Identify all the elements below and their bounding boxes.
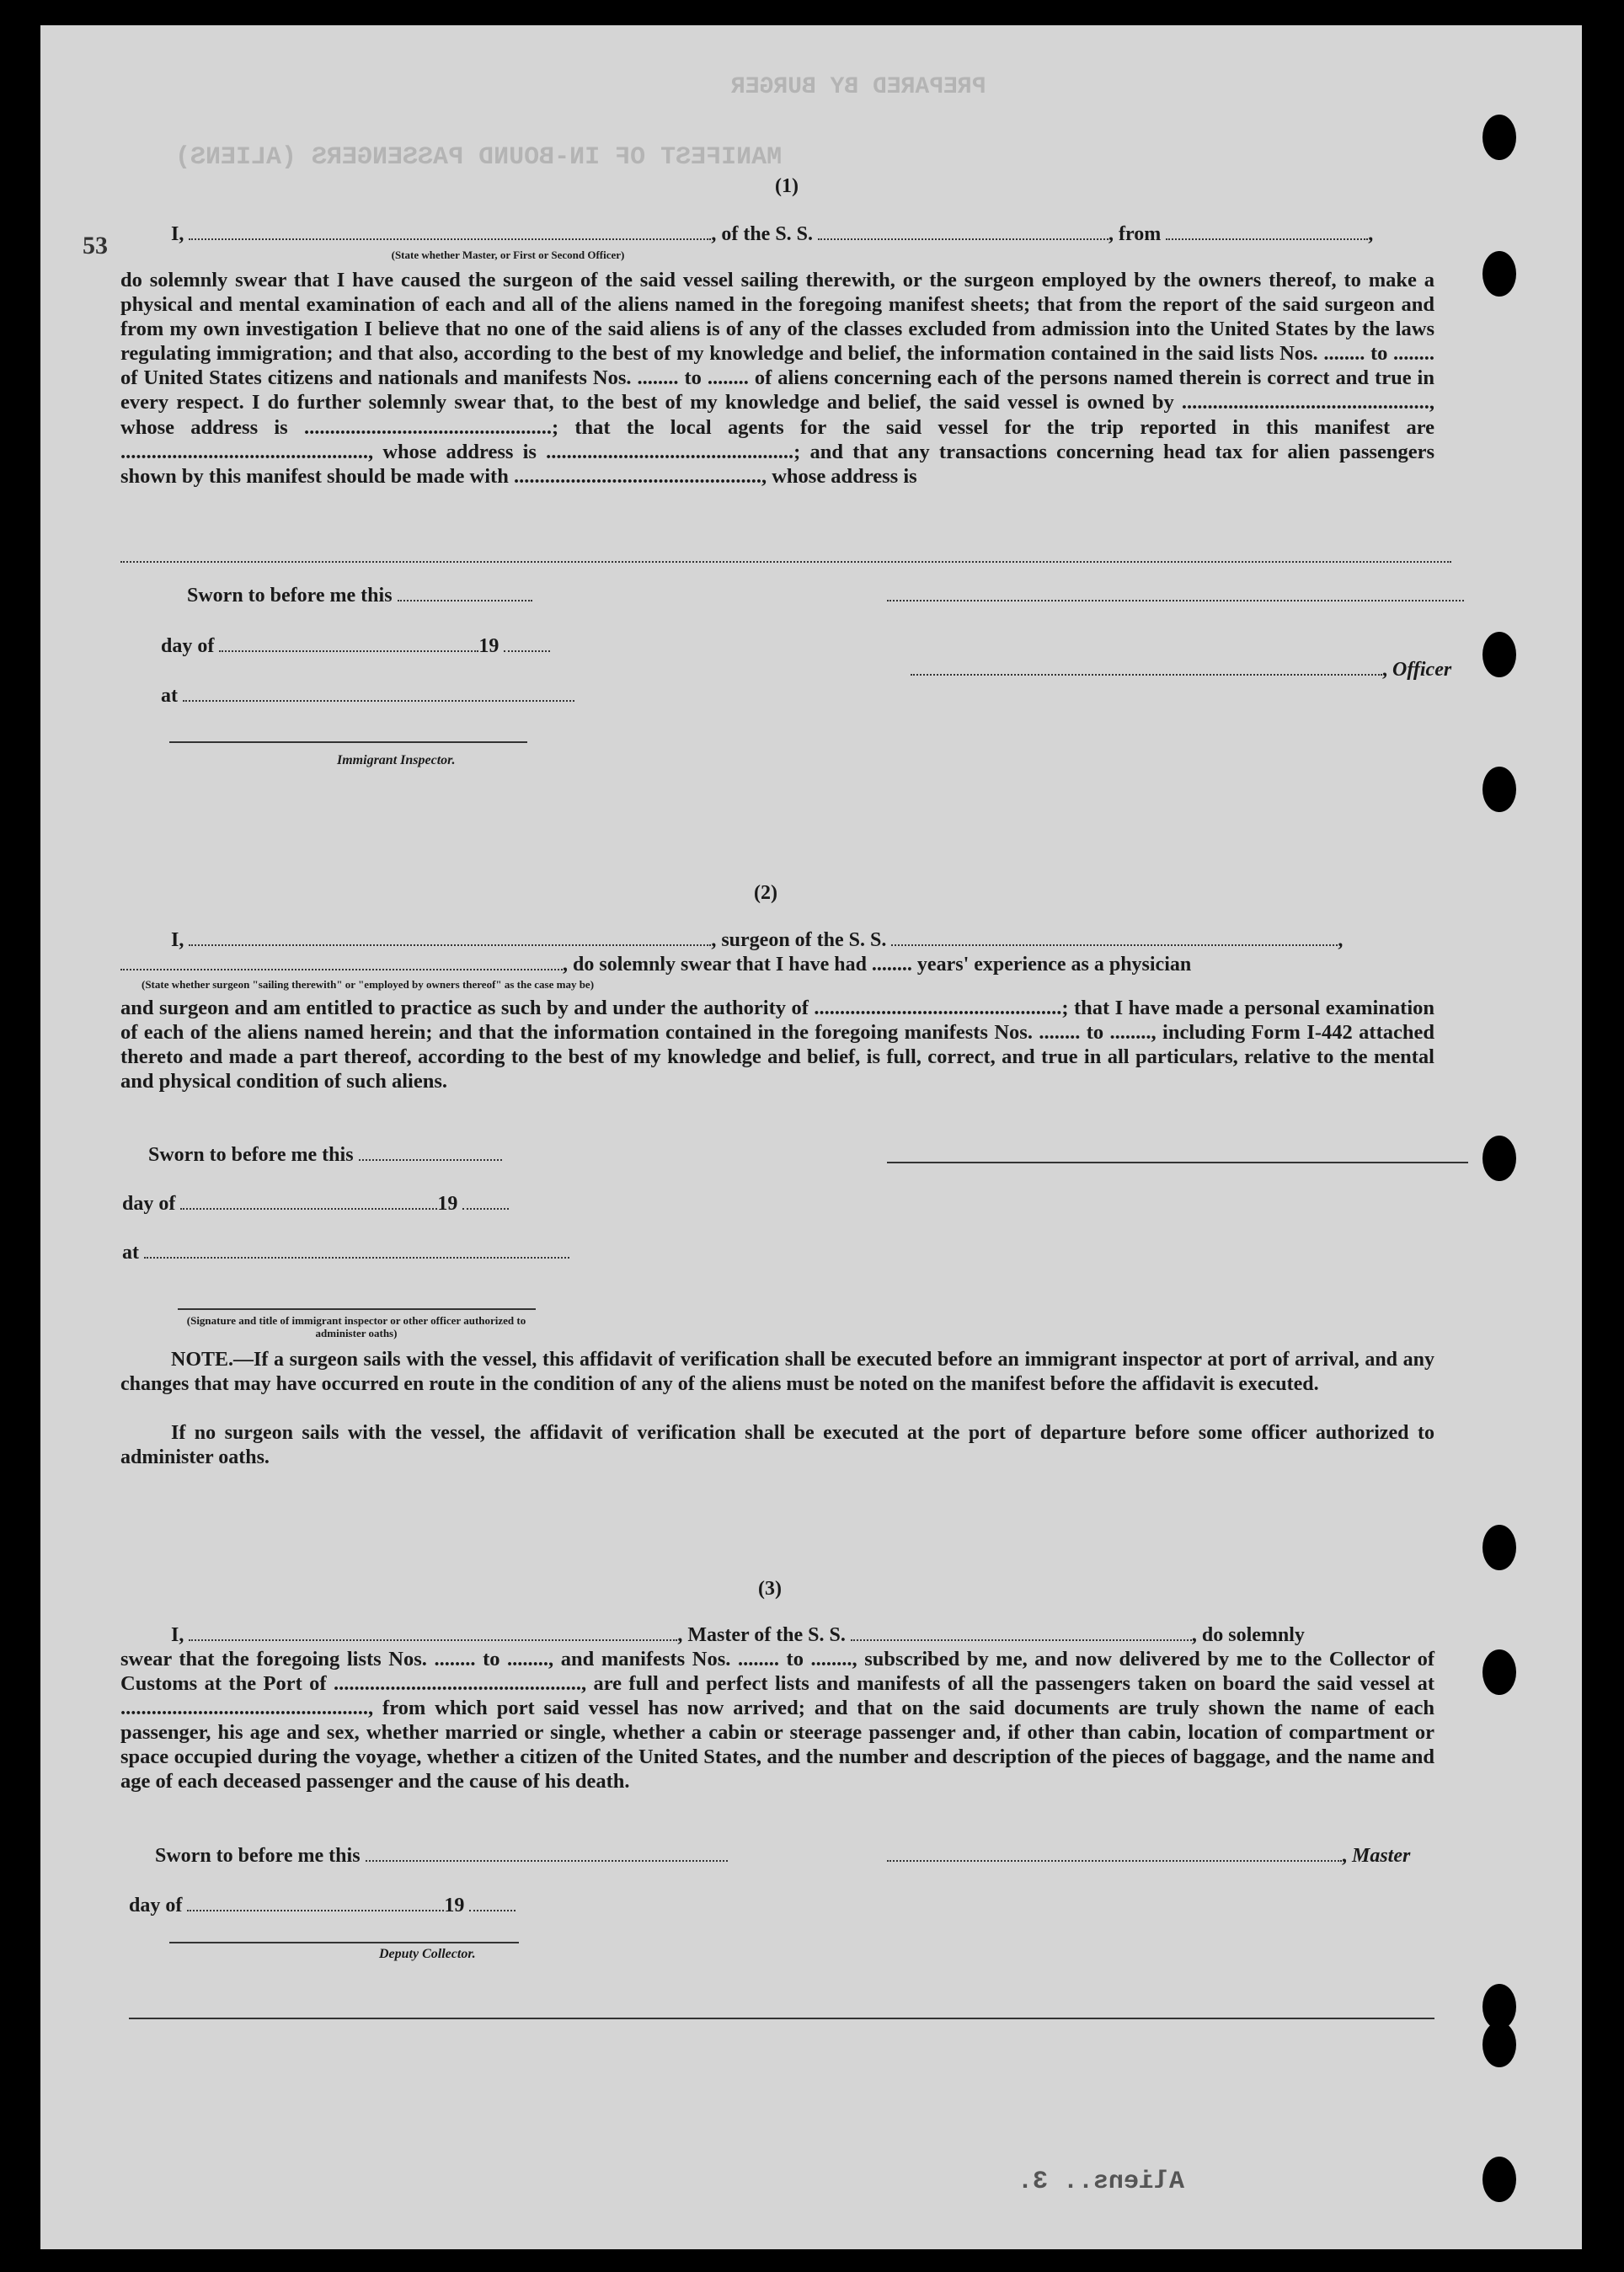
- section-2-day: [122, 1193, 509, 1216]
- section-3-opening-line: [171, 1624, 1305, 1647]
- punch-hole: [1482, 767, 1516, 812]
- section-1-officer-line: , Officer: [911, 659, 1451, 682]
- label: I,: [171, 929, 184, 951]
- inspector-signature-rule: [169, 741, 527, 743]
- section-2-signature-rule: [887, 1162, 1468, 1163]
- footer-mark: Aliens.. 3.: [1018, 2168, 1185, 2196]
- punch-hole: [1482, 1525, 1516, 1570]
- section-1-body: do solemnly swear that I have caused the surgeon of the said vessel sailing therewith, or the surgeon employed by the owners thereof, to make a physical and mental examination of each and all of the aliens named in the foregoing manifest sheets; that from the report of the said surgeon and from my own investigation I believe that no one of the said aliens is of any of the classes excluded from admission into the United States by the laws regulating immigration; and that also, according to the best of my knowledge and belief, the information contained in the said lists Nos. ........ to ........ of United States citizens and nationals and manifests Nos. ........ to ........ of aliens concerning each of the persons named therein is correct and true in every respect. I do further solemnly swear that, to the best of my knowledge and belief, the said vessel is owned by ................................................, whose address is ................................................; that the local agents for the said vessel for the trip reported in this manifest are ................................................, whose address is ................................................; and that any transactions concerning head tax for alien passengers shown by this manifest should be made with ................................................, whose address is: [120, 269, 1434, 488]
- collector-signature-rule: [169, 1942, 519, 1943]
- label: at: [122, 1242, 139, 1264]
- section-3-sworn: [155, 1845, 728, 1868]
- label: , Master of the S. S.: [677, 1624, 846, 1646]
- label: 19: [444, 1895, 465, 1916]
- bleed-through-header: PREPARED BY BURGER: [731, 74, 986, 100]
- document-page: [40, 25, 1582, 2249]
- section-1-signature-line: [887, 585, 1464, 607]
- punch-hole: [1482, 115, 1516, 160]
- signature-note: (Signature and title of immigrant inspector or other officer authorized to administer oaths): [186, 1314, 526, 1339]
- punch-hole: [1482, 1136, 1516, 1181]
- master-label: Master: [1352, 1845, 1411, 1867]
- label: Sworn to before me this: [148, 1144, 354, 1166]
- section-2-heading: (2): [754, 882, 777, 904]
- label: 19: [437, 1193, 458, 1215]
- section-2-at: [122, 1242, 569, 1264]
- surgeon-note: (State whether surgeon "sailing therewith" or "employed by owners thereof" as the case may be): [142, 978, 595, 991]
- label: at: [161, 685, 178, 707]
- section-2-body: and surgeon and am entitled to practice as such by and under the authority of ................................................; that I have made a personal examination of each of the aliens named herein; and that the information contained in the foregoing manifests Nos. ........ to ........, including Form I-442 attached thereto and made a part thereof, according to the best of my knowledge and belief, is full, correct, and true in all particulars, relative to the mental and physical condition of such aliens.: [120, 997, 1434, 1093]
- label: day of: [129, 1895, 183, 1916]
- bottom-rule: [129, 2018, 1434, 2019]
- punch-hole: [1482, 1649, 1516, 1695]
- label: I,: [171, 1624, 184, 1646]
- punch-hole: [1482, 251, 1516, 297]
- section-1-day: [161, 635, 550, 658]
- label: , do solemnly: [1191, 1624, 1305, 1646]
- punch-hole: [1482, 632, 1516, 677]
- officer-note: (State whether Master, or First or Second Officer): [391, 249, 625, 261]
- section-3-body: swear that the foregoing lists Nos. ........ to ........, and manifests Nos. ........ to ........, subscribed by me, and now delivered by me to the Collector of Customs at the Port of ................................................, are full and perfect lists and manifests of all the passengers taken on board the said vessel at ................................................, from which port said vessel has now arrived; and that on the said documents are truly shown the name of each passenger, his age and sex, whether married or single, whether a cabin or steerage passenger and, if other than cabin, location of compartment or space occupied during the voyage, whether a citizen of the United States, and the number and description of the pieces of baggage, and the name and age of each deceased passenger and the cause of his death.: [120, 1648, 1434, 1794]
- section-3-heading: (3): [758, 1578, 782, 1600]
- label: , of the S. S.: [711, 223, 814, 245]
- section-1-heading: (1): [775, 175, 799, 197]
- label: Sworn to before me this: [155, 1845, 361, 1867]
- section-2-opening-line: I, , surgeon of the S. S. ,: [171, 929, 1344, 951]
- label: Sworn to before me this: [187, 585, 393, 607]
- section-2-attestation-rule: [178, 1308, 536, 1310]
- margin-number: 53: [83, 232, 108, 259]
- bleed-through-title: MANIFEST OF IN-BOUND PASSENGERS (ALIENS): [175, 143, 783, 172]
- note-surgeon-sails: NOTE.—If a surgeon sails with the vessel, this affidavit of verification shall be executed before an immigrant inspector at port of arrival, and any changes that may have occurred en route in the condition of any of the aliens must be noted on the manifest before the affidavit is executed.: [120, 1349, 1434, 1395]
- section-1-at: [161, 685, 574, 708]
- section-2-second-line: [120, 954, 1191, 976]
- section-3-master-line: , Master: [887, 1845, 1410, 1868]
- punch-hole: [1482, 2157, 1516, 2202]
- label: 19: [478, 635, 499, 657]
- section-3-day: [129, 1895, 516, 1917]
- label: I,: [171, 223, 184, 245]
- inspector-caption: Immigrant Inspector.: [337, 753, 456, 767]
- section-1-sworn: [187, 585, 532, 607]
- officer-label: Officer: [1392, 659, 1452, 681]
- label: , do solemnly swear that I have had ........ years' experience as a physician: [563, 954, 1192, 976]
- label: , from: [1108, 223, 1162, 245]
- label: , surgeon of the S. S.: [711, 929, 887, 951]
- label: day of: [122, 1193, 176, 1215]
- section-2-sworn: [148, 1144, 502, 1167]
- note-no-surgeon: If no surgeon sails with the vessel, the affidavit of verification shall be executed at the port of departure before some officer authorized to administer oaths.: [120, 1422, 1434, 1468]
- label: day of: [161, 635, 215, 657]
- collector-caption: Deputy Collector.: [379, 1947, 476, 1961]
- section-1-opening-line: I, , of the S. S. , from ,: [171, 223, 1374, 245]
- punch-hole: [1482, 2022, 1516, 2067]
- section-1-address-line: [120, 546, 1451, 569]
